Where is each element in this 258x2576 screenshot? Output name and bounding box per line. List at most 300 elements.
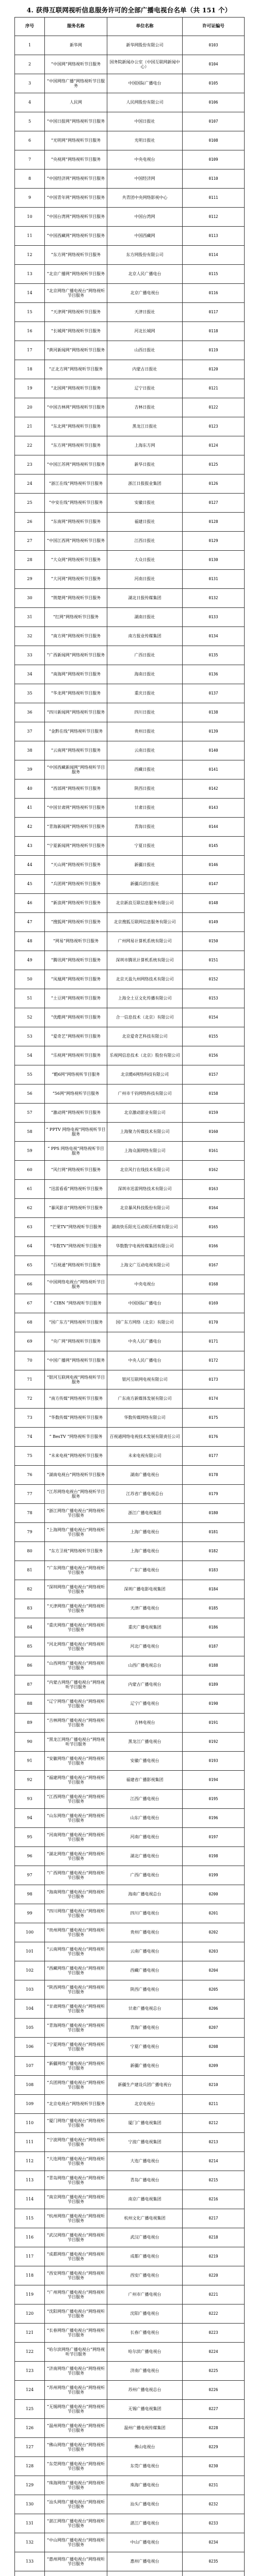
table-row (15, 1675, 245, 1694)
cell-service-name: “湛江网络广播电视台”网络视听节目服务 (45, 2514, 107, 2533)
cell-service-name: “中国网络电视台”网络视听节目服务 (45, 1275, 107, 1294)
cell-unit-name: 内蒙古日报社 (107, 360, 183, 379)
table-row (15, 2171, 245, 2190)
cell-unit-name: 北京风行在线技术有限公司 (107, 1161, 183, 1180)
cell-service-name: “四川新闻网”网络视听节目服务 (45, 703, 107, 722)
cell-unit-name: 山西广播电视总台 (107, 1656, 183, 1675)
cell-license-no: 0196 (183, 1809, 245, 1828)
cell-license-no: 0127 (183, 494, 245, 513)
cell-unit-name: 内蒙古广播电视台 (107, 1675, 183, 1694)
cell-unit-name: 北京电视台 (107, 2095, 183, 2114)
cell-unit-name: 上海全土豆文化传播有限公司 (107, 989, 183, 1008)
cell-seq: 115 (15, 2209, 45, 2228)
cell-unit-name: 青岛广播电视台 (107, 2171, 183, 2190)
cell-seq: 108 (15, 2076, 45, 2095)
cell-seq: 55 (15, 1065, 45, 1084)
cell-service-name: “中国网”网络视听节目服务 (45, 55, 107, 74)
cell-service-name: “大众网”网络视听节目服务 (45, 551, 107, 570)
cell-service-name: “东莞网络广播电视台”网络视听节目服务 (45, 2457, 107, 2476)
cell-service-name: “南京网络广播电视台”网络视听节目服务 (45, 2190, 107, 2209)
cell-license-no: 0200 (183, 1885, 245, 1904)
table-row (15, 2266, 245, 2285)
cell-unit-name: 武汉广播电视台 (107, 2228, 183, 2247)
cell-service-name: “未来电视”网络视听节目服务 (45, 1447, 107, 1466)
cell-seq: 8 (15, 170, 45, 189)
cell-service-name: “央广网”网络视听节目服务 (45, 1332, 107, 1351)
cell-license-no: 0154 (183, 1008, 245, 1027)
cell-license-no: 0145 (183, 837, 245, 856)
cell-unit-name: 上海众源网络有限公司 (107, 1142, 183, 1161)
table-row (15, 227, 245, 246)
cell-license-no: 0142 (183, 779, 245, 799)
table-row (15, 150, 245, 170)
table-row (15, 1637, 245, 1656)
table-row (15, 341, 245, 360)
cell-seq: 110 (15, 2114, 45, 2133)
cell-seq: 61 (15, 1180, 45, 1199)
cell-license-no: 0161 (183, 1142, 245, 1161)
cell-license-no: 0227 (183, 2400, 245, 2419)
cell-unit-name: 河北广播电视台 (107, 1637, 183, 1656)
cell-seq: 69 (15, 1332, 45, 1351)
cell-seq: 66 (15, 1275, 45, 1294)
cell-license-no: 0114 (183, 246, 245, 265)
cell-unit-name: 温州广播电视传媒集团 (107, 2419, 183, 2438)
cell-seq: 102 (15, 1961, 45, 1980)
table-row (15, 436, 245, 455)
cell-unit-name: 百视通网络电视技术发展有限责任公司 (107, 1428, 183, 1447)
table-row (15, 303, 245, 322)
table-row (15, 837, 245, 856)
cell-service-name: “东南网”网络视听节目服务 (45, 513, 107, 532)
cell-service-name: “ CIBN ”网络视听节目服务 (45, 1294, 107, 1313)
table-row (15, 93, 245, 112)
cell-seq: 42 (15, 818, 45, 837)
cell-unit-name: 河南广播电视台 (107, 1828, 183, 1847)
cell-license-no: 0140 (183, 741, 245, 760)
cell-service-name: “56网”网络视听节目服务 (45, 1084, 107, 1104)
cell-unit-name: 广州网易计算机系统有限公司 (107, 932, 183, 951)
table-row (15, 1904, 245, 1923)
table-row (15, 646, 245, 665)
table-row (15, 2400, 245, 2419)
table-row (15, 970, 245, 989)
cell-license-no: 0201 (183, 1904, 245, 1923)
cell-seq: 76 (15, 1466, 45, 1485)
cell-unit-name: 湖北广播电视台 (107, 1847, 183, 1866)
table-row (15, 1885, 245, 1904)
cell-unit-name: 共青团中央网络影视中心 (107, 189, 183, 208)
cell-service-name: “黑龙江网络广播电视台”网络视听节目服务 (45, 1733, 107, 1752)
table-row (15, 2190, 245, 2209)
cell-unit-name: 陕西广播电视台 (107, 1980, 183, 1999)
table-header-row (15, 18, 245, 36)
table-row (15, 1046, 245, 1065)
cell-service-name: “海南网络广播电视台”网络视听节目服务 (45, 1885, 107, 1904)
header-unit-name: 单位名称 (107, 18, 183, 36)
cell-service-name: “东方网”网络视听节目服务 (45, 246, 107, 265)
table-row (15, 665, 245, 684)
cell-seq: 98 (15, 1885, 45, 1904)
table-row (15, 1771, 245, 1790)
cell-seq: 125 (15, 2400, 45, 2419)
cell-seq: 34 (15, 665, 45, 684)
cell-license-no: 0152 (183, 970, 245, 989)
table-row (15, 1428, 245, 1447)
cell-license-no: 0169 (183, 1294, 245, 1313)
cell-seq: 18 (15, 360, 45, 379)
cell-license-no: 0166 (183, 1237, 245, 1256)
cell-unit-name: 中国国际广播电台 (107, 1294, 183, 1313)
cell-service-name: “中国经济网”网络视听节目服务 (45, 170, 107, 189)
table-row (15, 1370, 245, 1389)
table-row (15, 2285, 245, 2304)
cell-service-name: “东方网”网络视听节目服务 (45, 436, 107, 455)
cell-unit-name: 四川日报社 (107, 703, 183, 722)
cell-unit-name: 深圳市迅雷网络技术有限公司 (107, 1180, 183, 1199)
cell-seq: 111 (15, 2133, 45, 2152)
cell-seq: 7 (15, 150, 45, 170)
cell-seq: 104 (15, 1999, 45, 2019)
cell-service-name: “中国甘肃网”网络视听节目服务 (45, 799, 107, 818)
cell-seq: 95 (15, 1828, 45, 1847)
cell-service-name: “国广东方”网络视听节目服务 (45, 1313, 107, 1332)
cell-service-name: 新华网 (45, 36, 107, 55)
cell-unit-name: 华数数字电视传媒集团有限公司 (107, 1237, 183, 1256)
cell-license-no: 0130 (183, 551, 245, 570)
cell-license-no: 0205 (183, 1980, 245, 1999)
cell-service-name: “江苏网络电视台”网络视听节目服务 (45, 1485, 107, 1504)
table-row (15, 2438, 245, 2457)
cell-license-no: 0221 (183, 2285, 245, 2304)
cell-license-no: 0168 (183, 1275, 245, 1294)
cell-unit-name: 甘肃广播电视总台 (107, 1999, 183, 2019)
cell-unit-name: 深圳市腾讯计算机系统有限公司 (107, 951, 183, 970)
cell-unit-name: 湖南快乐阳光互动娱乐传媒有限公司 (107, 1218, 183, 1237)
cell-license-no: 0162 (183, 1161, 245, 1180)
cell-service-name: “四川网络广播电视台”网络视听节目服务 (45, 1904, 107, 1923)
header-license-no: 许可证编号 (183, 18, 245, 36)
cell-license-no: 0116 (183, 284, 245, 303)
table-row (15, 722, 245, 741)
cell-license-no: 0164 (183, 1199, 245, 1218)
cell-seq: 97 (15, 1866, 45, 1885)
cell-unit-name: 光明日报社 (107, 131, 183, 150)
cell-unit-name: 上海聚力传媒技术有限公司 (107, 1123, 183, 1142)
table-row (15, 818, 245, 837)
cell-unit-name: 山西日报社 (107, 341, 183, 360)
table-row (15, 1980, 245, 1999)
cell-service-name: “吉林网络广播电视台”网络视听节目服务 (45, 1714, 107, 1733)
table-row (15, 74, 245, 93)
table-row (15, 1618, 245, 1637)
cell-license-no: 0155 (183, 1027, 245, 1046)
cell-license-no: 0135 (183, 646, 245, 665)
cell-unit-name: 中国台湾网 (107, 208, 183, 227)
table-row (15, 246, 245, 265)
cell-license-no: 0191 (183, 1714, 245, 1733)
cell-seq (15, 2571, 45, 2576)
cell-license-no: 0222 (183, 2304, 245, 2324)
cell-unit-name: 广东广播电视台 (107, 1561, 183, 1580)
cell-unit-name: 西藏广播电视台 (107, 1961, 183, 1980)
cell-unit-name: 黑龙江日报社 (107, 417, 183, 436)
table-row (15, 741, 245, 760)
cell-unit-name: 新疆日报社 (107, 856, 183, 875)
table-row (15, 2133, 245, 2152)
cell-seq: 119 (15, 2285, 45, 2304)
cell-license-no: 0184 (183, 1580, 245, 1599)
table-row (15, 2419, 245, 2438)
table-row (15, 170, 245, 189)
cell-seq: 19 (15, 379, 45, 398)
table-row (15, 417, 245, 436)
cell-seq: 89 (15, 1714, 45, 1733)
table-row (15, 112, 245, 131)
cell-unit-name: 北京广播电视台 (107, 284, 183, 303)
cell-seq: 101 (15, 1942, 45, 1961)
cell-seq: 106 (15, 2038, 45, 2057)
cell-service-name: “成都网络广播电视台”网络视听节目服务 (45, 2247, 107, 2266)
cell-seq: 70 (15, 1351, 45, 1370)
cell-service-name: “宁波网络广播电视台”网络视听节目服务 (45, 2133, 107, 2152)
cell-seq: 52 (15, 1008, 45, 1027)
table-row (15, 760, 245, 779)
cell-seq: 60 (15, 1161, 45, 1180)
cell-unit-name: 重庆日报社 (107, 684, 183, 703)
cell-unit-name: 新疆生产建设兵团广播电视台 (107, 2076, 183, 2095)
cell-license-no: 0133 (183, 608, 245, 627)
cell-license-no: 0120 (183, 360, 245, 379)
cell-unit-name: 安徽广播电视台 (107, 1752, 183, 1771)
cell-unit-name: 广州市广播电视台 (107, 2285, 183, 2304)
cell-service-name: “广州网络广播电视台”网络视听节目服务 (45, 2285, 107, 2304)
cell-license-no: 0123 (183, 417, 245, 436)
cell-seq: 120 (15, 2304, 45, 2324)
cell-unit-name: 浙江广播电视集团 (107, 1504, 183, 1523)
cell-service-name: “江西网络广播电视台”网络视听节目服务 (45, 1790, 107, 1809)
cell-service-name: “ PPS 网络电视”网络视听节目服务 (45, 1142, 107, 1161)
table-row (15, 1961, 245, 1980)
cell-license-no: 0108 (183, 131, 245, 150)
cell-seq: 72 (15, 1389, 45, 1409)
cell-license-no: 0163 (183, 1180, 245, 1199)
cell-service-name: “中国网络广播”网络视听节目服务 (45, 74, 107, 93)
cell-service-name: “厦门网络广播电视台”网络视听节目服务 (45, 2114, 107, 2133)
cell-service-name: “南方网”网络视听节目服务 (45, 627, 107, 646)
cell-seq: 30 (15, 589, 45, 608)
cell-service-name: “中国青年网”网络视听节目服务 (45, 189, 107, 208)
cell-license-no: 0216 (183, 2190, 245, 2209)
cell-seq: 23 (15, 455, 45, 474)
cell-license-no: 0192 (183, 1733, 245, 1752)
cell-service-name: “北京广播网”网络视听节目服务 (45, 265, 107, 284)
cell-seq: 109 (15, 2095, 45, 2114)
cell-unit-name: 北京酷6网络科技有限公司 (107, 1065, 183, 1084)
cell-service-name: “沈阳网络广播电视台”网络视听节目服务 (45, 2304, 107, 2324)
cell-license-no: 0185 (183, 1599, 245, 1618)
cell-license-no: 0230 (183, 2457, 245, 2476)
table-row (15, 1942, 245, 1961)
cell-service-name: “云南网”网络视听节目服务 (45, 741, 107, 760)
table-row (15, 1694, 245, 1714)
table-row (15, 265, 245, 284)
cell-unit-name: 湖北日报传媒集团 (107, 589, 183, 608)
cell-unit-name: 广西广播电视台 (107, 1866, 183, 1885)
cell-seq: 5 (15, 112, 45, 131)
cell-license-no: 0178 (183, 1466, 245, 1485)
cell-service-name: “广西新闻网”网络视听节目服务 (45, 646, 107, 665)
cell-seq: 94 (15, 1809, 45, 1828)
cell-unit-name: 成都广播电视台 (107, 2247, 183, 2266)
cell-service-name: “南方传媒”网络视听节目服务 (45, 1389, 107, 1409)
cell-license-no: 0136 (183, 665, 245, 684)
cell-service-name: “广东网络广播电视台”网络视听节目服务 (45, 1561, 107, 1580)
cell-service-name: “迅雷看看”网络视听节目服务 (45, 1180, 107, 1199)
cell-service-name: “无锡网络广播电视台”网络视听节目服务 (45, 2400, 107, 2419)
table-row (15, 36, 245, 55)
cell-unit-name: 天津日报社 (107, 303, 183, 322)
cell-license-no: 0193 (183, 1752, 245, 1771)
cell-unit-name: 中国国际广播电台 (107, 74, 183, 93)
cell-service-name: “贵州网络广播电视台”网络视听节目服务 (45, 1923, 107, 1942)
table-row (15, 799, 245, 818)
cell-license-no: 0224 (183, 2343, 245, 2362)
cell-service-name: “山东网络广播电视台”网络视听节目服务 (45, 1809, 107, 1828)
cell-unit-name: 陕西日报社 (107, 779, 183, 799)
cell-unit-name: 中国日报社 (107, 112, 183, 131)
cell-unit-name: 辽宁广播电视台 (107, 1694, 183, 1714)
cell-service-name: “兵团网”网络视听节目服务 (45, 875, 107, 894)
table-row (15, 932, 245, 951)
cell-unit-name: 福建省广播影视集团 (107, 1771, 183, 1790)
cell-unit-name: 云南广播电视台 (107, 1942, 183, 1961)
cell-seq: 127 (15, 2438, 45, 2457)
cell-unit-name: 北京新浪互联信息服务有限公司 (107, 894, 183, 913)
table-row (15, 1656, 245, 1675)
cell-license-no: 0180 (183, 1504, 245, 1523)
cell-seq: 45 (15, 875, 45, 894)
table-row (15, 131, 245, 150)
cell-license-no: 0176 (183, 1428, 245, 1447)
table-row (15, 2152, 245, 2171)
table-row (15, 1161, 245, 1180)
cell-seq: 116 (15, 2228, 45, 2247)
cell-unit-name: 云南日报社 (107, 741, 183, 760)
cell-license-no: 0190 (183, 1694, 245, 1714)
cell-license-no: 0175 (183, 1409, 245, 1428)
cell-license-no: 0188 (183, 1656, 245, 1675)
cell-unit-name: 长春广播电视台 (107, 2324, 183, 2343)
cell-unit-name: 天津广播电视台 (107, 1599, 183, 1618)
cell-seq: 91 (15, 1752, 45, 1771)
cell-license-no: 0218 (183, 2228, 245, 2247)
table-row (15, 494, 245, 513)
cell-seq: 73 (15, 1409, 45, 1428)
table-row (15, 1599, 245, 1618)
cell-license-no: 0158 (183, 1084, 245, 1104)
cell-unit-name: 南京广播电视集团 (107, 2190, 183, 2209)
cell-seq: 65 (15, 1256, 45, 1275)
cell-service-name: “杭州网络广播电视台”网络视听节目服务 (45, 2209, 107, 2228)
cell-license-no: 0228 (183, 2419, 245, 2438)
cell-seq: 93 (15, 1790, 45, 1809)
cell-unit-name: 宁波广播电视集团 (107, 2133, 183, 2152)
table-row (15, 1485, 245, 1504)
table-row (15, 1923, 245, 1942)
cell-service-name: “华数传媒”网络视听节目服务 (45, 1409, 107, 1428)
table-row (15, 1714, 245, 1733)
table-row (15, 284, 245, 303)
cell-seq: 13 (15, 265, 45, 284)
cell-license-no: 0151 (183, 951, 245, 970)
cell-license-no: 0199 (183, 1866, 245, 1885)
cell-service-name: “陕西网络广播电视台”网络视听节目服务 (45, 1980, 107, 1999)
table-row (15, 1123, 245, 1142)
cell-unit-name: 海南广播电视总台 (107, 1885, 183, 1904)
cell-license-no: 0204 (183, 1961, 245, 1980)
table-row (15, 913, 245, 932)
table-row (15, 1561, 245, 1580)
cell-service-name: “宁夏网络广播电视台”网络视听节目服务 (45, 2038, 107, 2057)
table-row (15, 875, 245, 894)
cell-license-no: 0153 (183, 989, 245, 1008)
cell-unit-name: 广州市千钧网络科技有限公司 (107, 1084, 183, 1104)
cell-license-no: 0187 (183, 1637, 245, 1656)
cell-seq: 92 (15, 1771, 45, 1790)
cell-seq: 64 (15, 1237, 45, 1256)
cell-license-no: 0197 (183, 1828, 245, 1847)
cell-unit-name: 北京搜狐互联网信息服务有限公司 (107, 913, 183, 932)
cell-license-no: 0121 (183, 379, 245, 398)
cell-license-no: 0118 (183, 322, 245, 341)
cell-seq: 132 (15, 2533, 45, 2552)
cell-seq: 50 (15, 970, 45, 989)
cell-license-no: 0207 (183, 2019, 245, 2038)
cell-unit-name: 青海广播电视台 (107, 2019, 183, 2038)
cell-seq: 48 (15, 932, 45, 951)
cell-unit-name: 沈阳广播电视台 (107, 2304, 183, 2324)
table-row (15, 2343, 245, 2362)
cell-license-no: 0203 (183, 1942, 245, 1961)
table-row (15, 2571, 245, 2576)
cell-service-name: “乐视网”网络视听节目服务 (45, 1046, 107, 1065)
cell-seq: 87 (15, 1675, 45, 1694)
cell-unit-name: 广西日报社 (107, 646, 183, 665)
cell-service-name: “兵团网络广播电视台”网络视听节目服务 (45, 2076, 107, 2095)
cell-service-name: “中国西藏新闻网”网络视听节目服务 (45, 760, 107, 779)
cell-service-name: “大连网络广播电视台”网络视听节目服务 (45, 2152, 107, 2171)
cell-unit-name: 西藏日报社 (107, 760, 183, 779)
cell-unit-name: 东莞广播电视台 (107, 2457, 183, 2476)
cell-license-no: 0141 (183, 760, 245, 779)
cell-seq: 74 (15, 1428, 45, 1447)
cell-license-no: 0115 (183, 265, 245, 284)
cell-license-no: 0104 (183, 55, 245, 74)
cell-license-no: 0225 (183, 2362, 245, 2381)
table-row (15, 2533, 245, 2552)
cell-seq: 83 (15, 1599, 45, 1618)
table-row (15, 570, 245, 589)
cell-unit-name: 银河互联网电视有限公司 (107, 1370, 183, 1389)
table-row (15, 1866, 245, 1885)
cell-unit-name: 四川广播电视台 (107, 1904, 183, 1923)
cell-service-name: “ PPTV 网络电视”网络视听节目服务 (45, 1123, 107, 1142)
cell-seq: 124 (15, 2381, 45, 2400)
cell-unit-name: 北京天盈九州网络技术有限公司 (107, 970, 183, 989)
cell-service-name: “佛山网络广播电视台”网络视听节目服务 (45, 2438, 107, 2457)
cell-license-no: 0113 (183, 227, 245, 246)
